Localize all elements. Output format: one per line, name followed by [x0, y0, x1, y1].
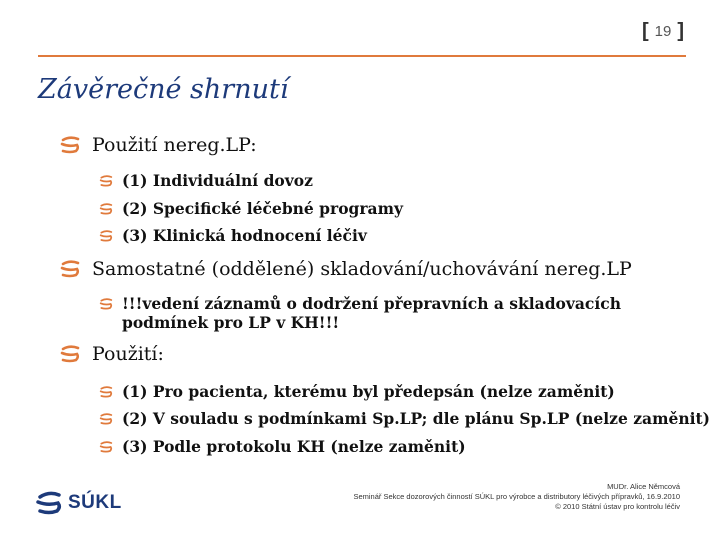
page-number-value: 19 [654, 23, 672, 40]
footer-event: Seminář Sekce dozorových činností SÚKL pro výrobce a distributory léčivých přípravků, 16.9.2010 [353, 492, 680, 502]
swoosh-bullet-icon [98, 229, 114, 243]
sukl-logo-icon [34, 490, 64, 516]
list-item-text: (3) Klinická hodnocení léčiv [122, 226, 367, 245]
list-item [98, 200, 403, 219]
swoosh-bullet-icon [98, 174, 114, 188]
swoosh-bullet-icon [98, 412, 114, 426]
list-item-text: (2) Specifické léčebné programy [122, 199, 403, 218]
list-item-text: (1) Pro pacienta, kterému byl předepsán (nelze zaměnit) [122, 382, 615, 401]
list-item [98, 295, 698, 332]
swoosh-bullet-icon [58, 344, 82, 364]
list-item [98, 410, 710, 429]
section-heading [58, 134, 257, 157]
swoosh-bullet-icon [58, 259, 82, 279]
footer [260, 482, 680, 512]
sukl-logo [34, 490, 122, 516]
logo-text: SÚKL [68, 492, 122, 513]
list-item-text: (1) Individuální dovoz [122, 171, 313, 190]
section-heading-text: Použití: [92, 343, 164, 365]
list-item-text: (3) Podle protokolu KH (nelze zaměnit) [122, 437, 466, 456]
footer-author: MUDr. Alice Němcová [607, 482, 680, 491]
swoosh-bullet-icon [98, 385, 114, 399]
swoosh-bullet-icon [98, 297, 114, 311]
section-heading [58, 343, 164, 366]
list-item-text: !!!vedení záznamů o dodržení přepravních a skladovacích podmínek pro LP v KH!!! [122, 294, 621, 332]
left-bracket-icon: [ [641, 20, 649, 42]
swoosh-bullet-icon [98, 440, 114, 454]
swoosh-bullet-icon [58, 135, 82, 155]
list-item [98, 438, 466, 457]
list-item [98, 227, 367, 246]
list-item [98, 383, 615, 402]
section-heading [58, 258, 632, 281]
slide-title: Závěrečné shrnutí [38, 74, 289, 105]
section-heading-text: Použití nereg.LP: [92, 134, 257, 156]
list-item [98, 172, 313, 191]
footer-copyright: © 2010 Státní ústav pro kontrolu léčiv [555, 502, 680, 512]
swoosh-bullet-icon [98, 202, 114, 216]
list-item-text: (2) V souladu s podmínkami Sp.LP; dle plánu Sp.LP (nelze zaměnit) [122, 409, 710, 428]
section-heading-text: Samostatné (oddělené) skladování/uchovávání nereg.LP [92, 258, 632, 280]
right-bracket-icon: ] [677, 20, 684, 42]
